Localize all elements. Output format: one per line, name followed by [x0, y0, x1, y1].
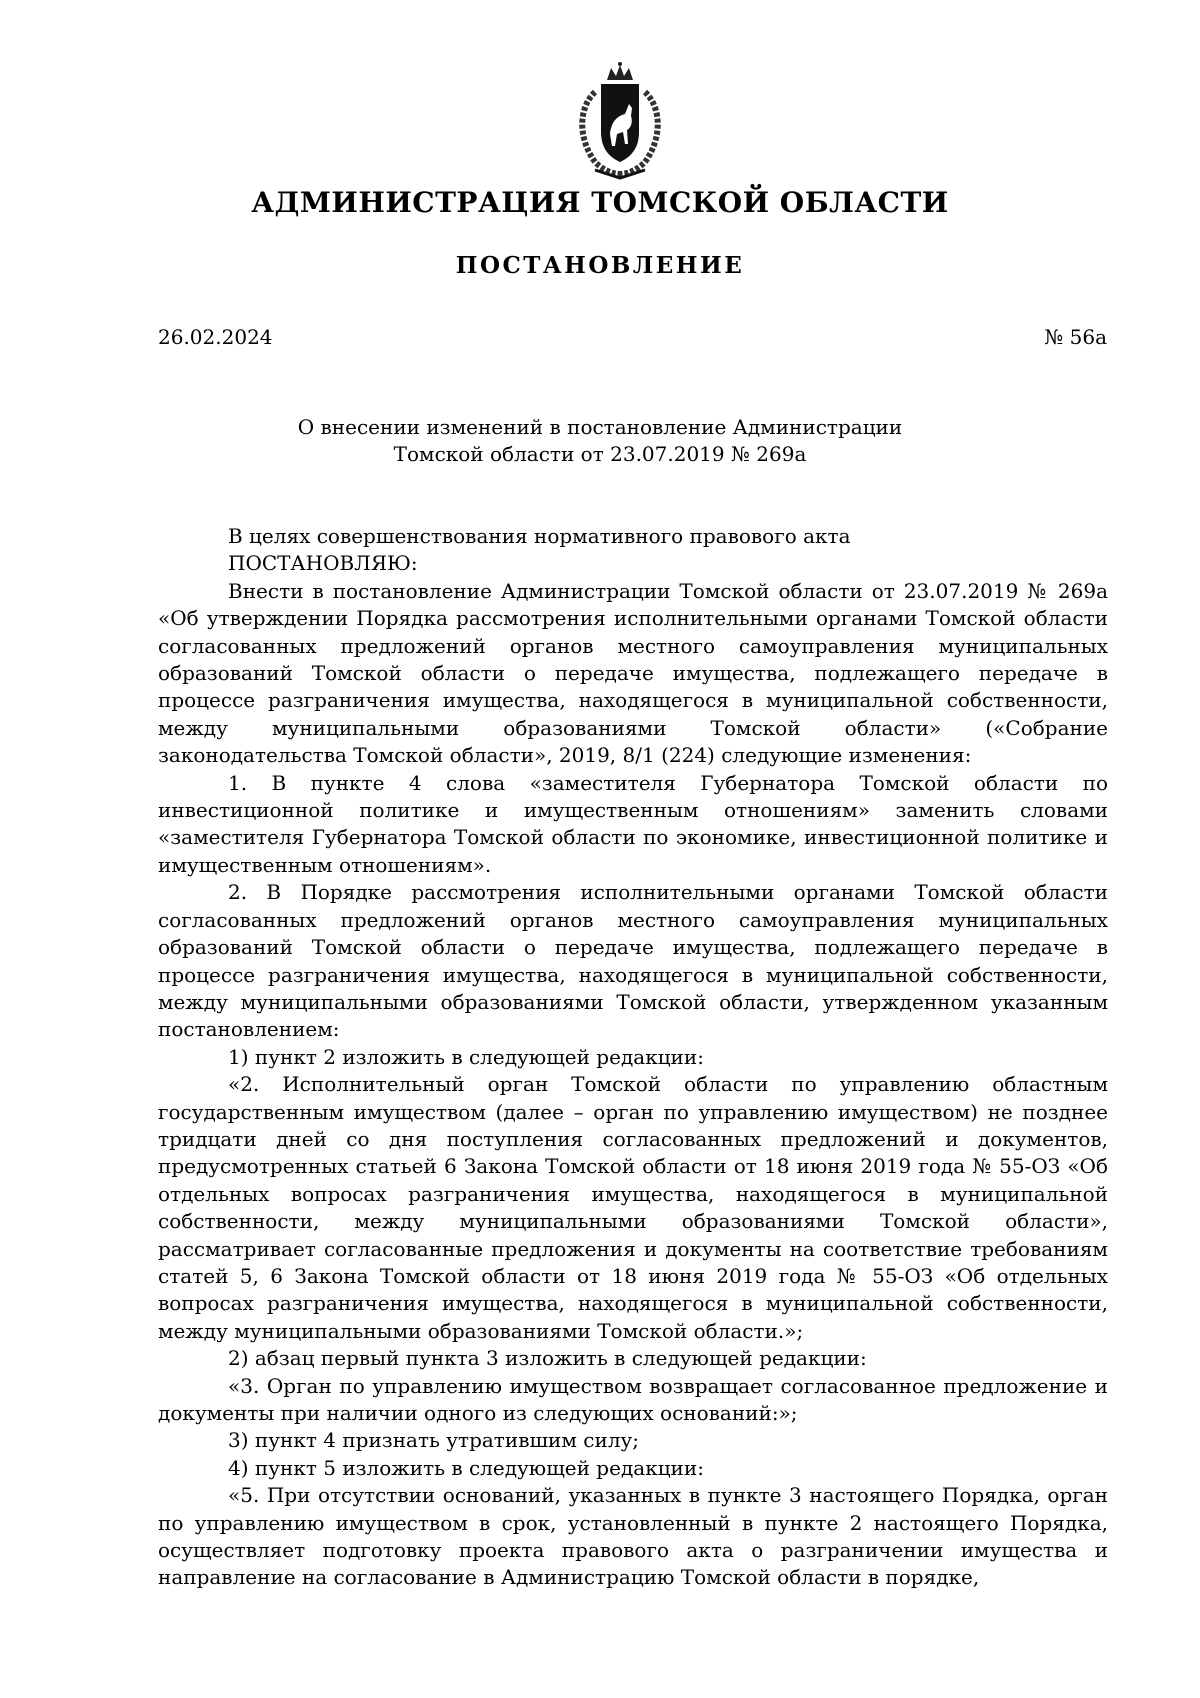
paragraph-clause-3: «3. Орган по управлению имуществом возвращает согласованное предложение и документы при наличии одного из следующих оснований:»;	[158, 1373, 1108, 1425]
coat-of-arms-icon	[565, 62, 675, 180]
paragraph-resolve: ПОСТАНОВЛЯЮ:	[228, 551, 418, 576]
paragraph-subitem-4: 4) пункт 5 изложить в следующей редакции:	[228, 1455, 704, 1480]
document-number: № 56а	[1044, 325, 1107, 349]
paragraph-subitem-3: 3) пункт 4 признать утратившим силу;	[228, 1428, 640, 1453]
paragraph-purpose: В целях совершенствования нормативного правового акта	[228, 524, 851, 548]
paragraph-item-1: 1. В пункте 4 слова «заместителя Губернатора Томской области по инвестиционной политике и имущественным отношениям» заменить словами «заместителя Губернатора Томской области по экономике, инвестиционной политике и имущественным отношениям».	[158, 770, 1108, 877]
organization-title: АДМИНИСТРАЦИЯ ТОМСКОЙ ОБЛАСТИ	[251, 186, 949, 219]
document-date: 26.02.2024	[158, 325, 273, 349]
document-type: ПОСТАНОВЛЕНИЕ	[455, 252, 745, 279]
paragraph-clause-2: «2. Исполнительный орган Томской области по управлению областным государственным имуществом (далее – орган по управлению имуществом) не позднее тридцати дней со дня поступления согласованных предложений и документов, предусмотренных статьей 6 Закона Томской области от 18 июня 2019 года № 55-ОЗ «Об отдельных вопросах разграничения имущества, находящегося в муниципальной собственности, между муниципальными образованиями Томской области», рассматривает согласованные предложения и документы на соответствие требованиям статей 5, 6 Закона Томской области от 18 июня 2019 года № 55-ОЗ «Об отдельных вопросах разграничения имущества, находящегося в муниципальной собственности, между муниципальными образованиями Томской области.»;	[158, 1072, 1108, 1343]
document-subject	[0, 414, 1200, 468]
paragraph-item-2: 2. В Порядке рассмотрения исполнительными органами Томской области согласованных предложений органов местного самоуправления муниципальных образований Томской области о передаче имущества, подлежащего передаче в процессе разграничения имущества, находящегося в муниципальной собственности, между муниципальными образованиями Томской области, утвержденном указанным постановлением:	[158, 880, 1108, 1042]
paragraph-amend-intro: Внести в постановление Администрации Томской области от 23.07.2019 № 269а «Об утверждении Порядка рассмотрения исполнительными органами Томской области согласованных предложений органов местного самоуправления муниципальных образований Томской области о передаче имущества, подлежащего передаче в процессе разграничения имущества, находящегося в муниципальной собственности, между муниципальными образованиями Томской области» («Собрание законодательства Томской области», 2019, 8/1 (224) следующие изменения:	[158, 578, 1108, 768]
paragraph-clause-5: «5. При отсутствии оснований, указанных в пункте 3 настоящего Порядка, орган по управлению имуществом в срок, установленный в пункте 2 настоящего Порядка, осуществляет подготовку проекта правового акта о разграничении имущества и направление на согласование в Администрацию Томской области в порядке,	[158, 1483, 1108, 1590]
paragraph-subitem-1: 1) пункт 2 изложить в следующей редакции:	[228, 1044, 704, 1069]
subject-line-1: О внесении изменений в постановление Администрации	[297, 415, 903, 439]
document-body	[158, 523, 1108, 1592]
paragraph-subitem-2: 2) абзац первый пункта 3 изложить в следующей редакции:	[228, 1346, 867, 1371]
subject-line-2: Томской области от 23.07.2019 № 269а	[393, 442, 807, 466]
